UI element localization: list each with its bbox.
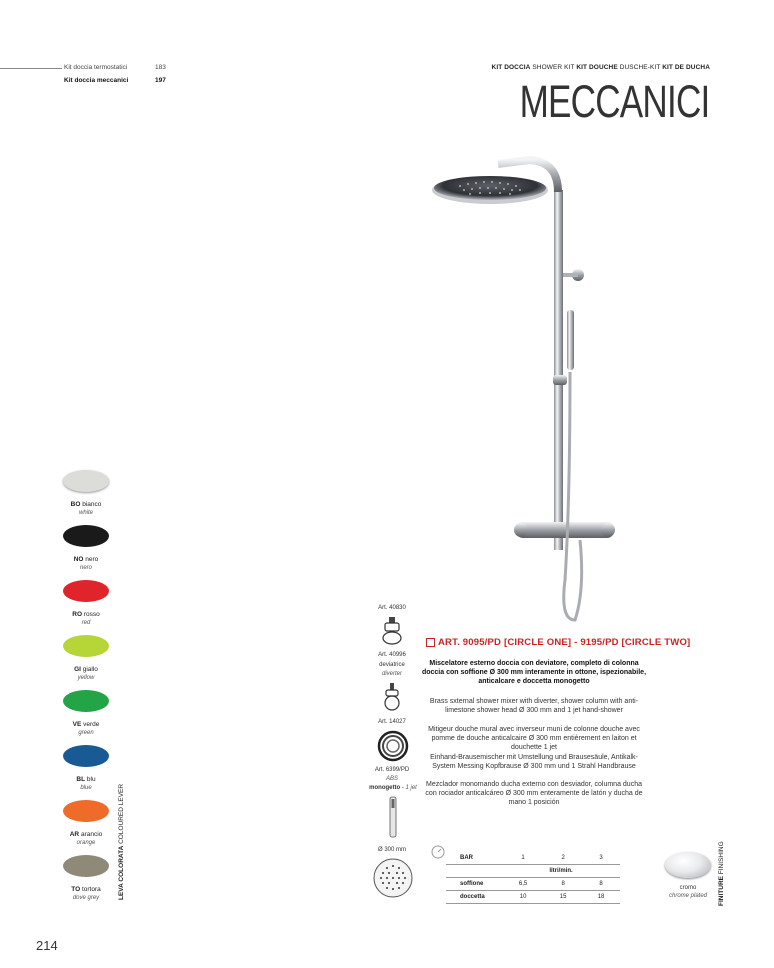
- description-es: Mezclador monomando ducha externo con desviador, columna ducha con rociador anticalcáreo Ø 300 mm enteramente de latón y ducha de mano 1 posición: [425, 781, 643, 806]
- unit-label: litri/min.: [502, 865, 620, 878]
- finish-name: cromo: [679, 885, 697, 891]
- swatch-label-arancio: AR arancio orange: [69, 831, 103, 846]
- shower-head-icon: [372, 856, 414, 900]
- table-cell: 8: [544, 878, 582, 891]
- table-cell: 3: [582, 852, 620, 865]
- toc-rule: [0, 68, 62, 69]
- table-cell: 1: [502, 852, 544, 865]
- diverter-icon: [381, 682, 403, 712]
- accessory-type: monogetto - 1 jet: [369, 785, 417, 791]
- table-row: [446, 878, 620, 891]
- swatch-tortora[interactable]: [63, 855, 109, 877]
- accessory-name: ABS: [385, 776, 398, 782]
- row-label: soffione: [446, 878, 502, 891]
- row-label: doccetta: [446, 891, 502, 904]
- swatch-arancio[interactable]: [63, 800, 109, 822]
- lever-color-vertical-label: LEVA COLORATA COLOURED LEVER: [118, 783, 125, 900]
- table-cell: 6,5: [502, 878, 544, 891]
- table-row: [446, 865, 620, 878]
- description-en: Brass sxternal shower mixer with diverter, shower column with anti-limestone shower head Ø 300 mm and 1 jet hand-shower: [429, 698, 639, 714]
- table-cell: 18: [582, 891, 620, 904]
- description-it: Miscelatore esterno doccia con deviatore, completo di colonna doccia con soffione Ø 300 mm interamente in ottone, ispezionabile, anticalcare e doccetta monogetto: [421, 660, 647, 685]
- page-title: MECCANICI: [520, 76, 710, 127]
- toc-item-page: 197: [155, 77, 166, 84]
- table-row: [446, 852, 620, 865]
- toc-item-label[interactable]: Kit doccia meccanici: [64, 77, 129, 84]
- hose-icon: [376, 730, 410, 762]
- table-cell: 2: [544, 852, 582, 865]
- accessory-art: Art. 40996: [378, 652, 406, 658]
- table-cell: 15: [544, 891, 582, 904]
- swatch-label-nero: NO nero nero: [73, 556, 99, 571]
- swatch-label-blu: BL blu blue: [76, 776, 96, 791]
- checkbox-icon: [426, 638, 435, 647]
- header-categories: KIT DOCCIA SHOWER KIT KIT DOUCHE DUSCHE-KIT KIT DE DUCHA: [491, 64, 710, 71]
- description-de: Einhand-Brausemischer mit Umstellung und Brausesäule, Antikalk-System Messing Kopfbrause Ø 300 mm und 1 Strahl Handbrause: [430, 754, 638, 770]
- table-row: [446, 891, 620, 904]
- accessory-art: Art. 14027: [378, 719, 406, 725]
- swatch-nero[interactable]: [63, 525, 109, 547]
- accessory-size: Ø 300 mm: [377, 847, 406, 853]
- bar-label: BAR: [446, 852, 502, 865]
- toc-item-label[interactable]: Kit doccia termostatici: [64, 64, 128, 71]
- description-fr: Mitigeur douche mural avec inverseur muni de colonne douche avec pomme de douche anticalcaire Ø 300 mm entièrement en laiton et douchette 1 jet: [428, 726, 640, 751]
- table-cell: 10: [502, 891, 544, 904]
- table-cell: 8: [582, 878, 620, 891]
- accessory-en: diverter: [381, 671, 402, 677]
- toc-item-page: 183: [155, 64, 166, 71]
- accessory-art: Art. 6399/PD: [374, 767, 410, 773]
- accessory-name: deviatrice: [379, 662, 405, 668]
- page-number: 214: [36, 938, 58, 953]
- shower-column-image: [420, 150, 650, 630]
- finish-swatch-cromo[interactable]: [665, 852, 711, 878]
- swatch-giallo[interactable]: [63, 635, 109, 657]
- cartridge-icon: [381, 616, 403, 646]
- swatch-bianco[interactable]: [63, 470, 109, 492]
- swatch-label-bianco: BO bianco white: [70, 501, 102, 516]
- swatch-blu[interactable]: [63, 745, 109, 767]
- swatch-label-rosso: RO rosso red: [72, 611, 100, 626]
- swatch-label-verde: VE verde green: [72, 721, 100, 736]
- flow-rate-table: [446, 852, 620, 904]
- article-title: ART. 9095/PD [CIRCLE ONE] - 9195/PD [CIRCLE TWO]: [426, 637, 690, 648]
- finish-en: chrome plated: [668, 893, 708, 899]
- accessory-art: Art. 40830: [378, 605, 406, 611]
- hand-shower-icon: [388, 796, 398, 838]
- swatch-verde[interactable]: [63, 690, 109, 712]
- swatch-label-tortora: TO tortora dove grey: [71, 886, 101, 901]
- finish-vertical-label: FINITURE FINISHING: [718, 841, 725, 906]
- swatch-rosso[interactable]: [63, 580, 109, 602]
- pressure-gauge-icon: [430, 845, 446, 859]
- swatch-label-giallo: GI giallo yellow: [74, 666, 98, 681]
